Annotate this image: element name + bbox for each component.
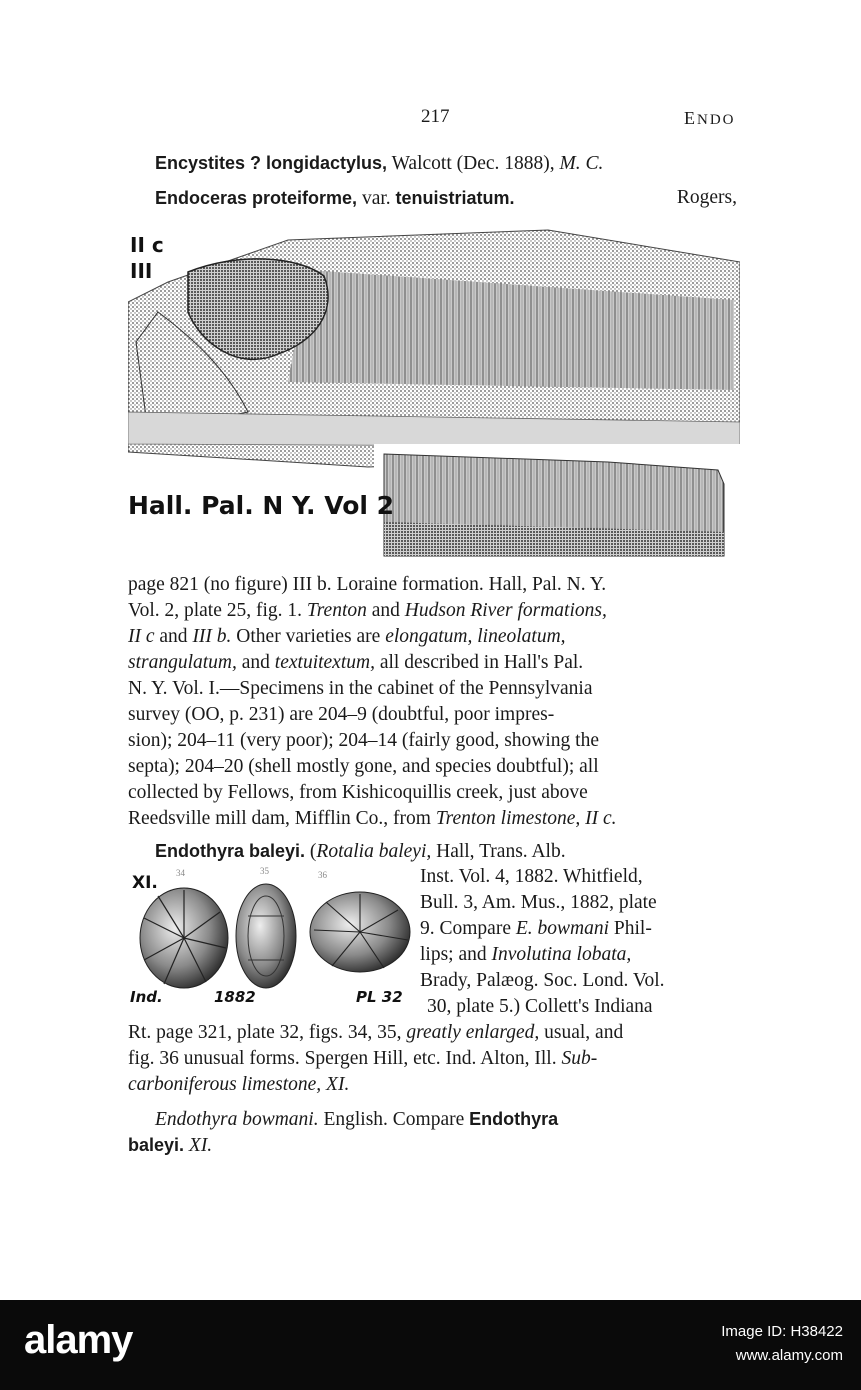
figure-label-xi: XI. xyxy=(132,873,158,893)
site-url: www.alamy.com xyxy=(735,1347,843,1364)
running-head-initial: E xyxy=(684,108,697,128)
figure-number-34: 34 xyxy=(176,868,185,878)
entry-endoceras xyxy=(155,185,737,212)
body-text: 9. Compare xyxy=(420,918,516,939)
body-line xyxy=(420,916,652,942)
body-line xyxy=(420,942,631,968)
body-line xyxy=(128,1132,212,1159)
body-italic: II c xyxy=(128,626,155,647)
entry-title: Endothyra xyxy=(469,1109,559,1129)
figure-label-iic: II c xyxy=(130,233,164,257)
entry-title: Encystites ? longidactylus, xyxy=(155,153,388,173)
figure-label-year: 1882 xyxy=(214,988,256,1006)
body-italic: Sub- xyxy=(561,1048,598,1069)
figure-number-35: 35 xyxy=(260,866,269,876)
body-text: and xyxy=(236,652,275,673)
running-head xyxy=(684,108,736,129)
body-text: and xyxy=(154,626,193,647)
body-text: Hall, Trans. Alb. xyxy=(431,841,566,862)
entry-endothyra-bowmani xyxy=(155,1106,558,1133)
body-line: N. Y. Vol. I.—Specimens in the cabinet of the Pennsylvania xyxy=(128,678,593,699)
body-italic: Trenton xyxy=(306,600,367,621)
body-italic: greatly enlarged, xyxy=(406,1022,540,1043)
body-italic: strangulatum, xyxy=(128,652,237,673)
body-text: all described in Hall's Pal. xyxy=(374,652,584,673)
body-text: usual, and xyxy=(539,1022,624,1043)
body-text: fig. 36 unusual forms. Spergen Hill, etc. Ind. Alton, Ill. xyxy=(128,1048,562,1069)
body-line xyxy=(128,1046,597,1072)
body-text: Other varieties are xyxy=(231,626,386,647)
body-text: Reedsville mill dam, Mifflin Co., from xyxy=(128,808,436,829)
body-line: page 821 (no figure) III b. Loraine formation. Hall, Pal. N. Y. xyxy=(128,574,607,595)
body-italic: textuitextum, xyxy=(274,652,375,673)
body-text: Rt. page 321, plate 32, figs. 34, 35, xyxy=(128,1022,407,1043)
entry-abbr: M. C. xyxy=(554,153,604,174)
body-line: Bull. 3, Am. Mus., 1882, plate xyxy=(420,892,657,913)
entry-title: baleyi. xyxy=(128,1135,185,1155)
body-text: Phil- xyxy=(609,918,652,939)
figure-label-iii: III xyxy=(130,259,153,283)
body-text: lips; and xyxy=(420,944,492,965)
body-line: septa); 204–20 (shell mostly gone, and species doubtful); all xyxy=(128,756,599,777)
body-line xyxy=(128,598,607,624)
body-italic: Rotalia baleyi, xyxy=(316,841,432,862)
body-text: Vol. 2, plate 25, fig. 1. xyxy=(128,600,303,621)
body-line: sion); 204–11 (very poor); 204–14 (fairly good, showing the xyxy=(128,730,599,751)
entry-author: Rogers, xyxy=(676,187,737,208)
entry-title: Endoceras proteiforme, xyxy=(155,188,358,208)
figure-label-plate: PL 32 xyxy=(356,988,403,1006)
body-line xyxy=(128,806,617,832)
body-line: Brady, Palæog. Soc. Lond. Vol. xyxy=(420,970,665,991)
entry-title: Endothyra baleyi. xyxy=(155,841,306,861)
entry-endoceras-title xyxy=(155,185,515,212)
image-id: Image ID: H38422 xyxy=(721,1323,843,1340)
body-italic: Endothyra bowmani. xyxy=(155,1109,319,1130)
endothyra-illustration xyxy=(128,862,418,1012)
body-italic: Hudson River formations, xyxy=(404,600,607,621)
entry-var: var. xyxy=(357,188,396,209)
body-line xyxy=(128,650,583,676)
entry-encystites xyxy=(155,150,603,177)
body-text: and xyxy=(366,600,405,621)
body-line: collected by Fellows, from Kishicoquillis creek, just above xyxy=(128,782,588,803)
body-italic: E. bowmani xyxy=(515,918,610,939)
body-line: Inst. Vol. 4, 1882. Whitfield, xyxy=(420,866,643,887)
entry-varname: tenuistriatum. xyxy=(395,188,515,208)
body-italic: III b. xyxy=(192,626,232,647)
figure-label-ind: Ind. xyxy=(130,988,163,1006)
alamy-logo: alamy xyxy=(24,1318,133,1362)
page-number: 217 xyxy=(421,106,450,127)
body-text: ( xyxy=(305,841,317,862)
figure-number-36: 36 xyxy=(318,870,327,880)
entry-author: Walcott (Dec. 1888), xyxy=(387,153,555,174)
running-head-rest: NDO xyxy=(697,112,736,128)
figure-caption: Hall. Pal. N Y. Vol 2 xyxy=(128,491,395,520)
body-line: 30, plate 5.) Collett's Indiana xyxy=(427,996,653,1017)
body-text: English. Compare xyxy=(318,1109,470,1130)
body-line: survey (OO, p. 231) are 204–9 (doubtful, poor impres- xyxy=(128,704,555,725)
body-line xyxy=(128,624,566,650)
image-id-block xyxy=(721,1320,843,1368)
stock-watermark-bar xyxy=(0,1300,861,1390)
body-line: carboniferous limestone, XI. xyxy=(128,1074,350,1095)
body-italic: XI. xyxy=(184,1135,213,1156)
body-italic: Involutina lobata, xyxy=(491,944,632,965)
endoceras-illustration xyxy=(128,222,740,562)
body-italic: Trenton limestone, II c. xyxy=(435,808,617,829)
body-line xyxy=(128,1020,623,1046)
body-italic: elongatum, lineolatum, xyxy=(385,626,566,647)
entry-endothyra-baleyi xyxy=(155,838,566,865)
